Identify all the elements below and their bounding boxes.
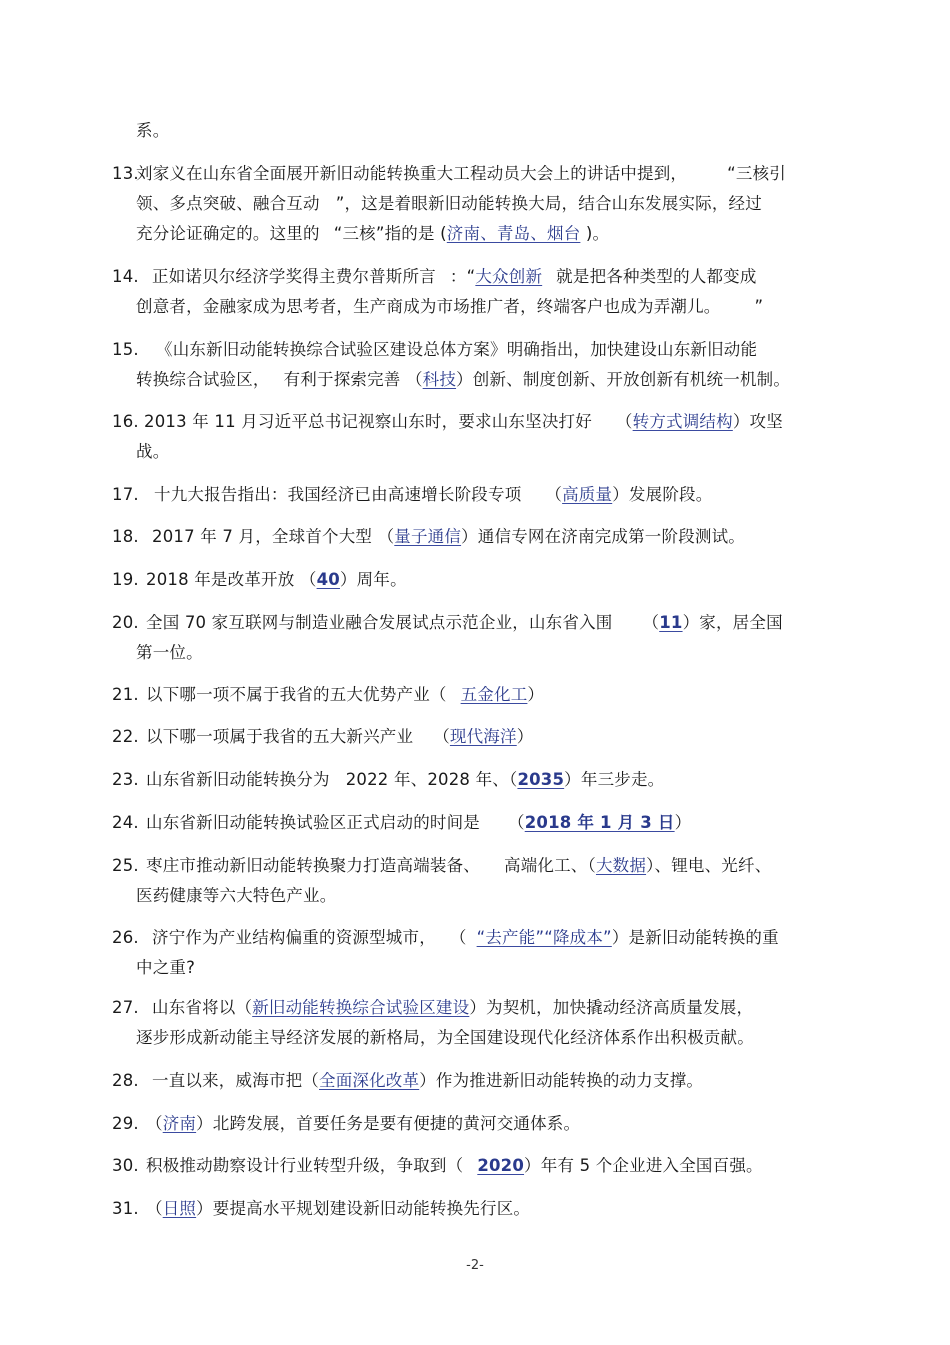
- answer-text: 高质量: [562, 485, 613, 504]
- question-number: 14.: [112, 267, 139, 286]
- answer-text: 五金化工: [460, 685, 528, 704]
- question-15-line-1: 15. 《山东新旧动能转换综合试验区建设总体方案》明确指出，加快建设山东新旧动能: [112, 340, 758, 359]
- question-number: 30.: [112, 1156, 139, 1175]
- question-number: 13.: [112, 164, 139, 183]
- question-number: 17.: [112, 485, 139, 504]
- question-17: 17. 十九大报告指出：我国经济已由高速增长阶段专项 （高质量）发展阶段。: [112, 485, 713, 504]
- question-number: 24.: [112, 813, 139, 832]
- question-number: 16.: [112, 412, 139, 431]
- question-16-line-1: 16. 2013 年 11 月习近平总书记视察山东时，要求山东坚决打好 （转方式调结构）攻坚: [112, 412, 783, 431]
- answer-text: 2035: [517, 770, 565, 789]
- answer-text: 2020: [477, 1156, 525, 1175]
- question-16-line-2: 战。: [136, 442, 170, 461]
- question-number: 15.: [112, 340, 139, 359]
- question-number: 26.: [112, 928, 139, 947]
- answer-text: 2018 年 1 月 3 日: [524, 813, 675, 832]
- question-13-line-2: 领、多点突破、融合互动 ”，这是着眼新旧动能转换大局，结合山东发展实际，经过: [136, 194, 762, 213]
- question-27-line-1: 27. 山东省将以（新旧动能转换综合试验区建设）为契机，加快撬动经济高质量发展，: [112, 998, 754, 1017]
- question-number: 20.: [112, 613, 139, 632]
- question-15-line-2: 转换综合试验区， 有利于探索完善 （科技）创新、制度创新、开放创新有机统一机制。: [136, 370, 791, 389]
- answer-text: 11: [659, 613, 683, 632]
- question-20-line-1: 20. 全国 70 家互联网与制造业融合发展试点示范企业，山东省入围 （11）家，居全国: [112, 613, 783, 632]
- question-19: 19. 2018 年是改革开放 （40）周年。: [112, 570, 407, 589]
- answer-text: 济南、青岛、烟台: [446, 224, 581, 243]
- question-number: 25.: [112, 856, 139, 875]
- question-28: 28. 一直以来，威海市把（全面深化改革）作为推进新旧动能转换的动力支撑。: [112, 1071, 704, 1090]
- question-27-line-2: 逐步形成新动能主导经济发展的新格局，为全国建设现代化经济体系作出积极贡献。: [136, 1028, 754, 1047]
- answer-text: 科技: [422, 370, 457, 389]
- answer-text: 40: [316, 570, 340, 589]
- question-26-line-2: 中之重?: [136, 958, 196, 977]
- page-number: -2-: [466, 1258, 484, 1273]
- question-24: 24. 山东省新旧动能转换试验区正式启动的时间是 （2018 年 1 月 3 日）: [112, 813, 692, 832]
- question-29: 29. （济南）北跨发展，首要任务是要有便捷的黄河交通体系。: [112, 1114, 581, 1133]
- question-number: 27.: [112, 998, 139, 1017]
- question-number: 28.: [112, 1071, 139, 1090]
- question-21: 21. 以下哪一项不属于我省的五大优势产业（ 五金化工）: [112, 685, 545, 704]
- question-23: 23. 山东省新旧动能转换分为 2022 年、2028 年、（2035）年三步走。: [112, 770, 665, 789]
- continuation-text: 系。: [136, 121, 170, 140]
- answer-text: 新旧动能转换综合试验区建设: [252, 998, 470, 1017]
- answer-text: 全面深化改革: [319, 1071, 420, 1090]
- answer-text: “去产能”“降成本”: [476, 928, 612, 947]
- answer-text: 日照: [162, 1199, 197, 1218]
- question-18: 18. 2017 年 7 月，全球首个大型 （量子通信）通信专网在济南完成第一阶段测试。: [112, 527, 745, 546]
- question-25-line-1: 25. 枣庄市推动新旧动能转换聚力打造高端装备、 高端化工、（大数据）、锂电、光纤、: [112, 856, 772, 875]
- question-number: 18.: [112, 527, 139, 546]
- question-25-line-2: 医药健康等六大特色产业。: [136, 886, 337, 905]
- question-number: 29.: [112, 1114, 139, 1133]
- question-20-line-2: 第一位。: [136, 643, 203, 662]
- question-13-line-1: 13.刘家义在山东省全面展开新旧动能转换重大工程动员大会上的讲话中提到， “三核引: [112, 164, 786, 183]
- answer-text: 济南: [162, 1114, 197, 1133]
- answer-text: 现代海洋: [449, 727, 517, 746]
- question-30: 30. 积极推动勘察设计行业转型升级，争取到（ 2020）年有 5 个企业进入全国百强。: [112, 1156, 763, 1175]
- question-number: 23.: [112, 770, 139, 789]
- question-13-line-3: 充分论证确定的。这里的 “三核”指的是 (济南、青岛、烟台 )。: [136, 224, 610, 243]
- question-number: 31.: [112, 1199, 139, 1218]
- question-number: 22.: [112, 727, 139, 746]
- question-22: 22. 以下哪一项属于我省的五大新兴产业 （现代海洋）: [112, 727, 534, 746]
- question-14-line-2: 创意者，金融家成为思考者，生产商成为市场推广者，终端客户也成为弄潮儿。 ”: [136, 297, 764, 316]
- question-31: 31. （日照）要提高水平规划建设新旧动能转换先行区。: [112, 1199, 531, 1218]
- answer-text: 转方式调结构: [632, 412, 733, 431]
- question-number: 21.: [112, 685, 139, 704]
- question-26-line-1: 26. 济宁作为产业结构偏重的资源型城市， （ “去产能”“降成本”）是新旧动能转换的重: [112, 928, 779, 947]
- question-number: 19.: [112, 570, 139, 589]
- answer-text: 大众创新: [475, 267, 543, 286]
- question-14-line-1: 14. 正如诺贝尔经济学奖得主费尔普斯所言 ：“大众创新 就是把各种类型的人都变成: [112, 267, 757, 286]
- answer-text: 大数据: [595, 856, 647, 875]
- answer-text: 量子通信: [394, 527, 462, 546]
